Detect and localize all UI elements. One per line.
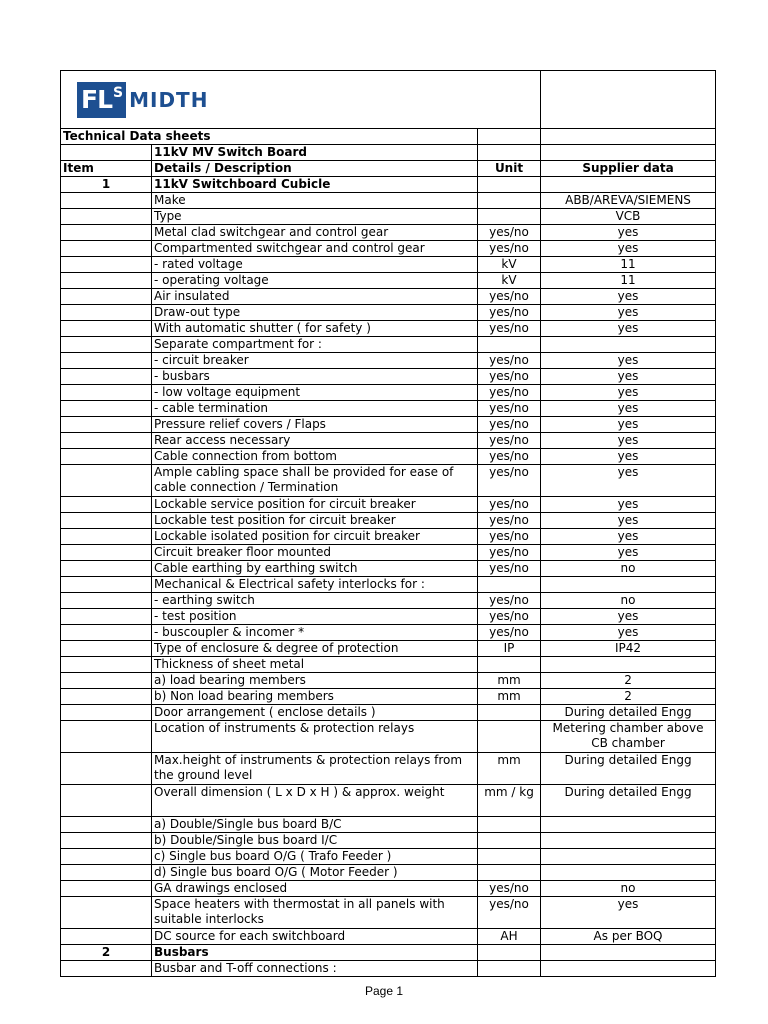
description-cell: Rear access necessary <box>152 433 478 449</box>
table-row <box>61 449 716 465</box>
unit-cell: yes/no <box>478 465 541 497</box>
table-row <box>61 257 716 273</box>
item-cell <box>61 289 152 305</box>
item-cell <box>61 625 152 641</box>
item-cell <box>61 545 152 561</box>
unit-cell: mm <box>478 753 541 785</box>
description-cell: DC source for each switchboard <box>152 929 478 945</box>
description-cell: Circuit breaker floor mounted <box>152 545 478 561</box>
table-row <box>61 609 716 625</box>
item-cell <box>61 257 152 273</box>
supplier-data-cell: As per BOQ <box>541 929 716 945</box>
item-cell <box>61 689 152 705</box>
table-row <box>61 241 716 257</box>
table-row <box>61 177 716 193</box>
item-cell <box>61 497 152 513</box>
supplier-data-cell: yes <box>541 545 716 561</box>
table-row <box>61 193 716 209</box>
item-cell <box>61 881 152 897</box>
supplier-data-cell: During detailed Engg <box>541 705 716 721</box>
table-row <box>61 401 716 417</box>
description-cell: Separate compartment for : <box>152 337 478 353</box>
unit-cell: yes/no <box>478 545 541 561</box>
header-supplier: Supplier data <box>541 161 716 177</box>
technical-data-sheet-table <box>60 70 716 977</box>
item-cell <box>61 465 152 497</box>
item-cell <box>61 657 152 673</box>
table-row <box>61 833 716 849</box>
supplier-data-cell <box>541 961 716 977</box>
unit-cell <box>478 945 541 961</box>
description-cell: - busbars <box>152 369 478 385</box>
table-row <box>61 529 716 545</box>
unit-cell <box>478 849 541 865</box>
supplier-data-cell: yes <box>541 513 716 529</box>
table-row <box>61 881 716 897</box>
blank-cell <box>478 129 541 145</box>
table-row <box>61 353 716 369</box>
unit-cell <box>478 177 541 193</box>
table-row <box>61 433 716 449</box>
description-cell: - cable termination <box>152 401 478 417</box>
description-cell: b) Non load bearing members <box>152 689 478 705</box>
unit-cell: yes/no <box>478 513 541 529</box>
table-row <box>61 545 716 561</box>
table-row <box>61 369 716 385</box>
description-cell: Max.height of instruments & protection relays from the ground level <box>152 753 478 785</box>
item-cell <box>61 833 152 849</box>
item-cell <box>61 593 152 609</box>
table-row <box>61 689 716 705</box>
table-row <box>61 945 716 961</box>
table-row <box>61 513 716 529</box>
supplier-data-cell: no <box>541 881 716 897</box>
item-cell <box>61 513 152 529</box>
supplier-data-cell: yes <box>541 241 716 257</box>
supplier-data-cell: yes <box>541 289 716 305</box>
logo-cell <box>61 71 541 129</box>
item-cell <box>61 241 152 257</box>
supplier-data-cell <box>541 577 716 593</box>
item-cell <box>61 865 152 881</box>
table-row <box>61 225 716 241</box>
description-cell: b) Double/Single bus board I/C <box>152 833 478 849</box>
item-cell <box>61 705 152 721</box>
description-cell: - test position <box>152 609 478 625</box>
unit-cell: yes/no <box>478 401 541 417</box>
supplier-data-cell: yes <box>541 401 716 417</box>
supplier-data-cell: yes <box>541 321 716 337</box>
supplier-data-cell: no <box>541 561 716 577</box>
supplier-data-cell <box>541 865 716 881</box>
description-cell: - operating voltage <box>152 273 478 289</box>
supplier-data-cell: yes <box>541 385 716 401</box>
description-cell: Pressure relief covers / Flaps <box>152 417 478 433</box>
supplier-data-cell: yes <box>541 305 716 321</box>
description-cell: Mechanical & Electrical safety interlocks for : <box>152 577 478 593</box>
description-cell: d) Single bus board O/G ( Motor Feeder ) <box>152 865 478 881</box>
header-unit: Unit <box>478 161 541 177</box>
unit-cell: yes/no <box>478 449 541 465</box>
item-cell <box>61 753 152 785</box>
unit-cell: yes/no <box>478 417 541 433</box>
supplier-data-cell: yes <box>541 465 716 497</box>
table-row <box>61 897 716 929</box>
supplier-data-cell: yes <box>541 897 716 929</box>
item-cell <box>61 449 152 465</box>
supplier-data-cell: yes <box>541 529 716 545</box>
supplier-data-cell: 2 <box>541 673 716 689</box>
blank-cell <box>478 145 541 161</box>
supplier-data-cell <box>541 849 716 865</box>
supplier-data-cell <box>541 945 716 961</box>
table-row <box>61 273 716 289</box>
description-cell: Type <box>152 209 478 225</box>
supplier-data-cell: no <box>541 593 716 609</box>
item-cell <box>61 561 152 577</box>
description-cell: Space heaters with thermostat in all panels with suitable interlocks <box>152 897 478 929</box>
unit-cell <box>478 865 541 881</box>
unit-cell: yes/no <box>478 593 541 609</box>
supplier-data-cell <box>541 337 716 353</box>
table-row <box>61 753 716 785</box>
table-row <box>61 929 716 945</box>
unit-cell: yes/no <box>478 625 541 641</box>
description-cell: With automatic shutter ( for safety ) <box>152 321 478 337</box>
item-cell <box>61 273 152 289</box>
table-row <box>61 641 716 657</box>
unit-cell <box>478 209 541 225</box>
supplier-data-cell: yes <box>541 433 716 449</box>
table-row <box>61 209 716 225</box>
table-row <box>61 657 716 673</box>
unit-cell: yes/no <box>478 289 541 305</box>
header-row <box>61 161 716 177</box>
unit-cell: yes/no <box>478 497 541 513</box>
description-cell: Door arrangement ( enclose details ) <box>152 705 478 721</box>
page-number: Page 1 <box>364 984 404 998</box>
item-cell <box>61 897 152 929</box>
table-row <box>61 721 716 753</box>
item-cell <box>61 849 152 865</box>
item-cell <box>61 929 152 945</box>
supplier-data-cell <box>541 177 716 193</box>
description-cell: Thickness of sheet metal <box>152 657 478 673</box>
item-cell <box>61 641 152 657</box>
item-cell <box>61 353 152 369</box>
table-row <box>61 417 716 433</box>
header-item: Item <box>61 161 152 177</box>
supplier-data-cell: yes <box>541 369 716 385</box>
logo-row <box>61 71 716 129</box>
header-desc: Details / Description <box>152 161 478 177</box>
description-cell: Cable earthing by earthing switch <box>152 561 478 577</box>
item-cell: 2 <box>61 945 152 961</box>
item-cell <box>61 305 152 321</box>
description-cell: Draw-out type <box>152 305 478 321</box>
description-cell: c) Single bus board O/G ( Trafo Feeder ) <box>152 849 478 865</box>
description-cell: - low voltage equipment <box>152 385 478 401</box>
blank-cell <box>541 129 716 145</box>
table-row <box>61 961 716 977</box>
table-row <box>61 465 716 497</box>
description-cell: Compartmented switchgear and control gear <box>152 241 478 257</box>
item-cell <box>61 785 152 817</box>
logo-rest-text: MIDTH <box>129 87 209 112</box>
description-cell: Location of instruments & protection relays <box>152 721 478 753</box>
unit-cell <box>478 657 541 673</box>
description-cell: Lockable service position for circuit breaker <box>152 497 478 513</box>
unit-cell <box>478 337 541 353</box>
description-cell: Cable connection from bottom <box>152 449 478 465</box>
description-cell: Air insulated <box>152 289 478 305</box>
unit-cell: yes/no <box>478 881 541 897</box>
unit-cell: yes/no <box>478 385 541 401</box>
item-cell <box>61 577 152 593</box>
supplier-data-cell: ABB/AREVA/SIEMENS <box>541 193 716 209</box>
supplier-data-cell: yes <box>541 225 716 241</box>
title-row <box>61 129 716 145</box>
table-row <box>61 625 716 641</box>
supplier-data-cell: 2 <box>541 689 716 705</box>
unit-cell: yes/no <box>478 353 541 369</box>
description-cell: Busbar and T-off connections : <box>152 961 478 977</box>
unit-cell: mm <box>478 673 541 689</box>
unit-cell: yes/no <box>478 321 541 337</box>
unit-cell: yes/no <box>478 369 541 385</box>
doc-subtitle: 11kV MV Switch Board <box>152 145 478 161</box>
description-cell: Metal clad switchgear and control gear <box>152 225 478 241</box>
description-cell: a) load bearing members <box>152 673 478 689</box>
unit-cell: yes/no <box>478 305 541 321</box>
supplier-data-cell <box>541 817 716 833</box>
logo-right-cell <box>541 71 716 129</box>
item-cell <box>61 209 152 225</box>
unit-cell: mm <box>478 689 541 705</box>
supplier-data-cell: Metering chamber above CB chamber <box>541 721 716 753</box>
unit-cell <box>478 721 541 753</box>
supplier-data-cell: VCB <box>541 209 716 225</box>
table-row <box>61 577 716 593</box>
supplier-data-cell: yes <box>541 353 716 369</box>
supplier-data-cell: During detailed Engg <box>541 753 716 785</box>
table-row <box>61 865 716 881</box>
logo-box <box>77 82 126 118</box>
unit-cell <box>478 577 541 593</box>
item-cell <box>61 817 152 833</box>
unit-cell <box>478 833 541 849</box>
description-cell: a) Double/Single bus board B/C <box>152 817 478 833</box>
description-cell: Lockable isolated position for circuit breaker <box>152 529 478 545</box>
supplier-data-cell: During detailed Engg <box>541 785 716 817</box>
blank-cell <box>61 145 152 161</box>
supplier-data-cell: yes <box>541 417 716 433</box>
unit-cell: yes/no <box>478 529 541 545</box>
table-row <box>61 705 716 721</box>
description-cell: Ample cabling space shall be provided for ease of cable connection / Termination <box>152 465 478 497</box>
description-cell: Overall dimension ( L x D x H ) & approx. weight <box>152 785 478 817</box>
unit-cell: kV <box>478 257 541 273</box>
unit-cell: yes/no <box>478 433 541 449</box>
item-cell <box>61 337 152 353</box>
table-row <box>61 817 716 833</box>
table-row <box>61 497 716 513</box>
item-cell <box>61 417 152 433</box>
supplier-data-cell: yes <box>541 625 716 641</box>
description-cell: - buscoupler & incomer * <box>152 625 478 641</box>
item-cell <box>61 609 152 625</box>
unit-cell <box>478 961 541 977</box>
logo-box-text: FL <box>81 84 113 114</box>
description-cell: Busbars <box>152 945 478 961</box>
item-cell <box>61 673 152 689</box>
table-row <box>61 305 716 321</box>
unit-cell: yes/no <box>478 609 541 625</box>
subtitle-row <box>61 145 716 161</box>
supplier-data-cell <box>541 833 716 849</box>
table-row <box>61 321 716 337</box>
item-cell <box>61 385 152 401</box>
supplier-data-cell: yes <box>541 449 716 465</box>
table-row <box>61 385 716 401</box>
item-cell <box>61 369 152 385</box>
unit-cell: AH <box>478 929 541 945</box>
item-cell <box>61 529 152 545</box>
unit-cell: yes/no <box>478 225 541 241</box>
supplier-data-cell <box>541 657 716 673</box>
item-cell <box>61 721 152 753</box>
supplier-data-cell: yes <box>541 609 716 625</box>
description-cell: - circuit breaker <box>152 353 478 369</box>
logo-box-sub: S <box>113 84 123 101</box>
supplier-data-cell: 11 <box>541 257 716 273</box>
item-cell <box>61 433 152 449</box>
description-cell: - rated voltage <box>152 257 478 273</box>
unit-cell <box>478 193 541 209</box>
description-cell: Type of enclosure & degree of protection <box>152 641 478 657</box>
description-cell: Lockable test position for circuit breaker <box>152 513 478 529</box>
item-cell <box>61 961 152 977</box>
table-row <box>61 337 716 353</box>
item-cell <box>61 193 152 209</box>
unit-cell: yes/no <box>478 897 541 929</box>
unit-cell: kV <box>478 273 541 289</box>
table-row <box>61 561 716 577</box>
unit-cell: yes/no <box>478 241 541 257</box>
item-cell <box>61 401 152 417</box>
table-row <box>61 593 716 609</box>
blank-cell <box>541 145 716 161</box>
description-cell: GA drawings enclosed <box>152 881 478 897</box>
item-cell <box>61 225 152 241</box>
unit-cell: yes/no <box>478 561 541 577</box>
table-row <box>61 785 716 817</box>
description-cell: Make <box>152 193 478 209</box>
description-cell: 11kV Switchboard Cubicle <box>152 177 478 193</box>
table-row <box>61 289 716 305</box>
supplier-data-cell: IP42 <box>541 641 716 657</box>
table-row <box>61 849 716 865</box>
item-cell: 1 <box>61 177 152 193</box>
unit-cell: IP <box>478 641 541 657</box>
unit-cell <box>478 817 541 833</box>
item-cell <box>61 321 152 337</box>
supplier-data-cell: yes <box>541 497 716 513</box>
supplier-data-cell: 11 <box>541 273 716 289</box>
unit-cell: mm / kg <box>478 785 541 817</box>
doc-title: Technical Data sheets <box>61 129 478 145</box>
table-row <box>61 673 716 689</box>
unit-cell <box>478 705 541 721</box>
flsmidth-logo <box>77 80 538 120</box>
description-cell: - earthing switch <box>152 593 478 609</box>
